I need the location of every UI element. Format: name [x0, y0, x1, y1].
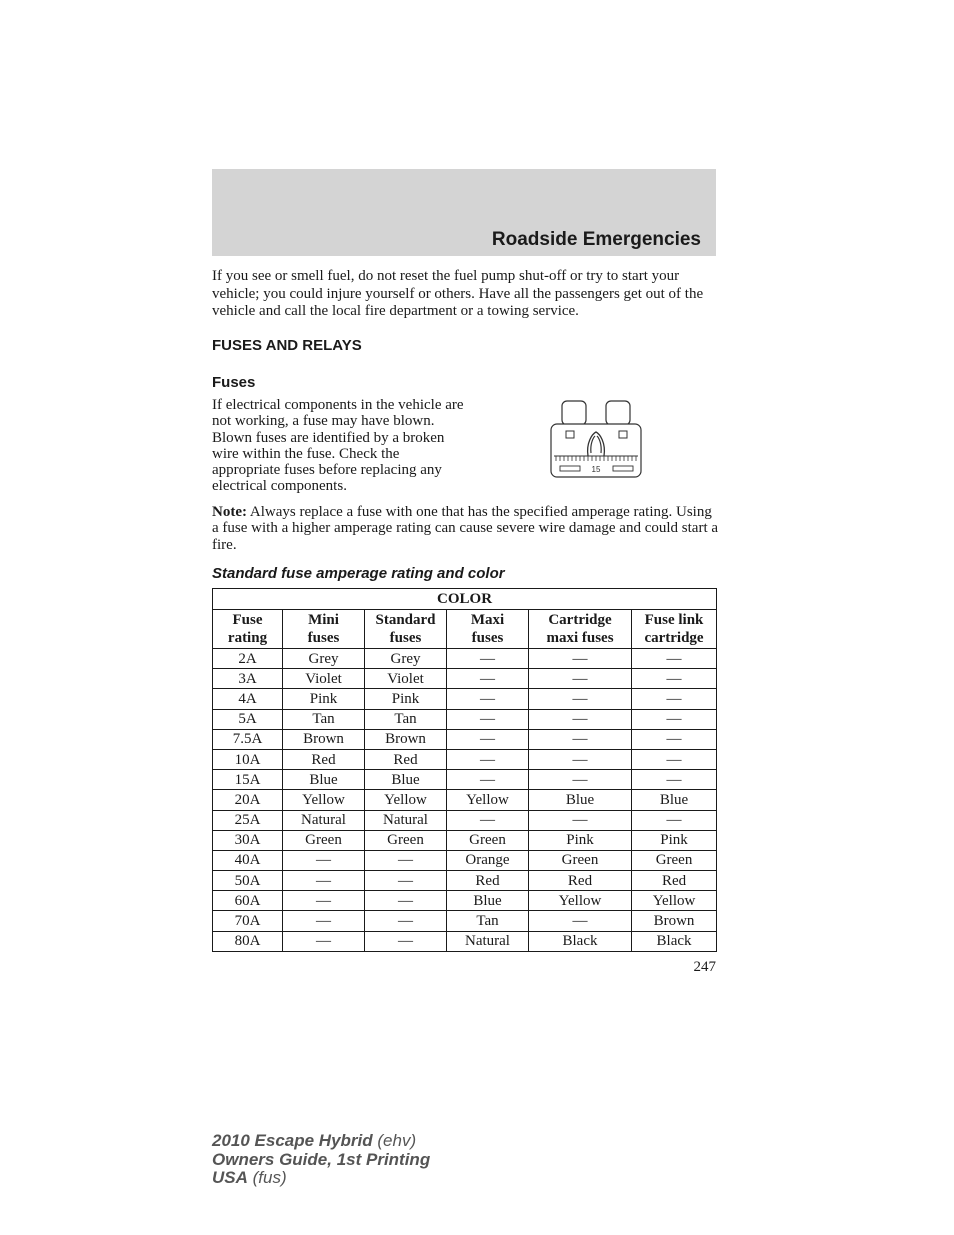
table-cell: Natural	[365, 810, 447, 830]
column-header: Fuse rating	[213, 610, 283, 649]
section-header-band	[212, 169, 716, 256]
footer-region-code: (fus)	[247, 1168, 287, 1187]
table-cell: Pink	[283, 689, 365, 709]
section-title: Roadside Emergencies	[491, 229, 701, 250]
table-cell: 15A	[213, 770, 283, 790]
table-row	[213, 749, 717, 769]
table-cell: 30A	[213, 830, 283, 850]
table-cell: —	[365, 911, 447, 931]
table-cell: —	[283, 850, 365, 870]
table-row	[213, 931, 717, 951]
table-cell: —	[632, 649, 717, 669]
table-cell: —	[447, 689, 529, 709]
table-cell: Yellow	[283, 790, 365, 810]
table-cell: —	[632, 669, 717, 689]
table-cell: Brown	[632, 911, 717, 931]
footer-model: 2010 Escape Hybrid	[212, 1131, 373, 1150]
table-cell: —	[283, 911, 365, 931]
table-row	[213, 649, 717, 669]
table-cell: Green	[632, 850, 717, 870]
table-cell: 2A	[213, 649, 283, 669]
table-row	[213, 891, 717, 911]
table-cell: Blue	[365, 770, 447, 790]
color-group-header: COLOR	[213, 589, 717, 610]
table-cell: Tan	[447, 911, 529, 931]
table-cell: Green	[529, 850, 632, 870]
table-cell: —	[283, 891, 365, 911]
table-cell: —	[529, 911, 632, 931]
table-cell: —	[447, 770, 529, 790]
table-cell: Red	[283, 749, 365, 769]
table-cell: —	[632, 709, 717, 729]
table-cell: —	[632, 770, 717, 790]
table-cell: —	[447, 810, 529, 830]
table-cell: Natural	[447, 931, 529, 951]
table-cell: Green	[365, 830, 447, 850]
table-cell: —	[529, 649, 632, 669]
table-cell: Violet	[283, 669, 365, 689]
table-cell: —	[365, 850, 447, 870]
table-cell: 60A	[213, 891, 283, 911]
note-label: Note:	[212, 504, 247, 520]
table-row	[213, 709, 717, 729]
table-cell: Red	[447, 871, 529, 891]
table-cell: —	[529, 729, 632, 749]
page-number: 247	[693, 959, 716, 975]
column-header: Fuse link cartridge	[632, 610, 717, 649]
table-cell: —	[632, 689, 717, 709]
table-cell: —	[447, 749, 529, 769]
table-cell: Yellow	[365, 790, 447, 810]
table-cell: —	[447, 729, 529, 749]
table-cell: —	[632, 749, 717, 769]
table-cell: Violet	[365, 669, 447, 689]
table-cell: Pink	[365, 689, 447, 709]
table-row	[213, 810, 717, 830]
table-cell: —	[529, 689, 632, 709]
table-row	[213, 770, 717, 790]
table-cell: —	[529, 810, 632, 830]
table-cell: Pink	[632, 830, 717, 850]
table-cell: Pink	[529, 830, 632, 850]
table-row	[213, 689, 717, 709]
table-cell: —	[365, 891, 447, 911]
table-cell: —	[632, 729, 717, 749]
table-cell: —	[365, 871, 447, 891]
note-paragraph	[212, 504, 722, 553]
table-cell: 40A	[213, 850, 283, 870]
table-cell: —	[283, 871, 365, 891]
table-cell: —	[283, 931, 365, 951]
table-cell: 70A	[213, 911, 283, 931]
table-cell: —	[529, 770, 632, 790]
table-cell: Yellow	[447, 790, 529, 810]
column-header: Cartridge maxi fuses	[529, 610, 632, 649]
table-cell: Grey	[283, 649, 365, 669]
table-cell: —	[529, 749, 632, 769]
footer-region: USA	[212, 1168, 248, 1187]
table-cell: 10A	[213, 749, 283, 769]
table-cell: Blue	[529, 790, 632, 810]
table-cell: Tan	[365, 709, 447, 729]
fuse-illustration	[548, 398, 644, 480]
table-cell: Yellow	[529, 891, 632, 911]
fuel-warning-paragraph: If you see or smell fuel, do not reset the fuel pump shut-off or try to start your vehicle; you could injure yourself or others. Have all the passengers get out of the vehicle and call the local fire department or a towing service.	[212, 268, 704, 319]
table-row	[213, 790, 717, 810]
note-text: Always replace a fuse with one that has the specified amperage rating. Using a fuse with a higher amperage rating can cause severe wire damage and could start a fire.	[212, 504, 719, 553]
column-header: Standard fuses	[365, 610, 447, 649]
table-cell: Tan	[283, 709, 365, 729]
table-cell: 7.5A	[213, 729, 283, 749]
table-cell: —	[447, 709, 529, 729]
table-cell: Yellow	[632, 891, 717, 911]
column-header: Maxi fuses	[447, 610, 529, 649]
table-cell: —	[529, 669, 632, 689]
fuse-color-table	[212, 588, 717, 952]
fuses-paragraph: If electrical components in the vehicle are not working, a fuse may have blown. Blown fuses are identified by a broken wire within the fuse. Check the appropriate fuses before replacing any electrical components.	[212, 397, 464, 495]
table-cell: Green	[447, 830, 529, 850]
table-cell: Blue	[283, 770, 365, 790]
table-cell: 20A	[213, 790, 283, 810]
column-header: Mini fuses	[283, 610, 365, 649]
table-row	[213, 911, 717, 931]
table-cell: Grey	[365, 649, 447, 669]
fuses-subheading: Fuses	[212, 374, 256, 391]
table-row	[213, 830, 717, 850]
table-cell: Blue	[447, 891, 529, 911]
table-cell: —	[365, 931, 447, 951]
table-cell: 3A	[213, 669, 283, 689]
table-cell: —	[529, 709, 632, 729]
table-row	[213, 871, 717, 891]
table-cell: Black	[529, 931, 632, 951]
table-cell: 25A	[213, 810, 283, 830]
table-cell: Orange	[447, 850, 529, 870]
table-cell: Green	[283, 830, 365, 850]
fuse-rating-label: 15	[591, 465, 601, 474]
table-cell: 80A	[213, 931, 283, 951]
table-cell: Red	[365, 749, 447, 769]
footer-publication-info	[212, 1132, 430, 1188]
footer-model-code: (ehv)	[372, 1131, 417, 1150]
footer-guide-edition: Owners Guide, 1st Printing	[212, 1149, 431, 1169]
table-cell: Blue	[632, 790, 717, 810]
table-cell: —	[447, 669, 529, 689]
table-cell: Black	[632, 931, 717, 951]
table-cell: Red	[632, 871, 717, 891]
fuses-relays-heading: FUSES AND RELAYS	[212, 337, 362, 354]
table-cell: Red	[529, 871, 632, 891]
table-row	[213, 669, 717, 689]
table-cell: 5A	[213, 709, 283, 729]
table-cell: Natural	[283, 810, 365, 830]
table-cell: 4A	[213, 689, 283, 709]
table-cell: —	[632, 810, 717, 830]
table-cell: —	[447, 649, 529, 669]
table-cell: Brown	[365, 729, 447, 749]
table-cell: 50A	[213, 871, 283, 891]
table-title: Standard fuse amperage rating and color	[212, 565, 505, 582]
table-row	[213, 729, 717, 749]
table-cell: Brown	[283, 729, 365, 749]
table-row	[213, 850, 717, 870]
